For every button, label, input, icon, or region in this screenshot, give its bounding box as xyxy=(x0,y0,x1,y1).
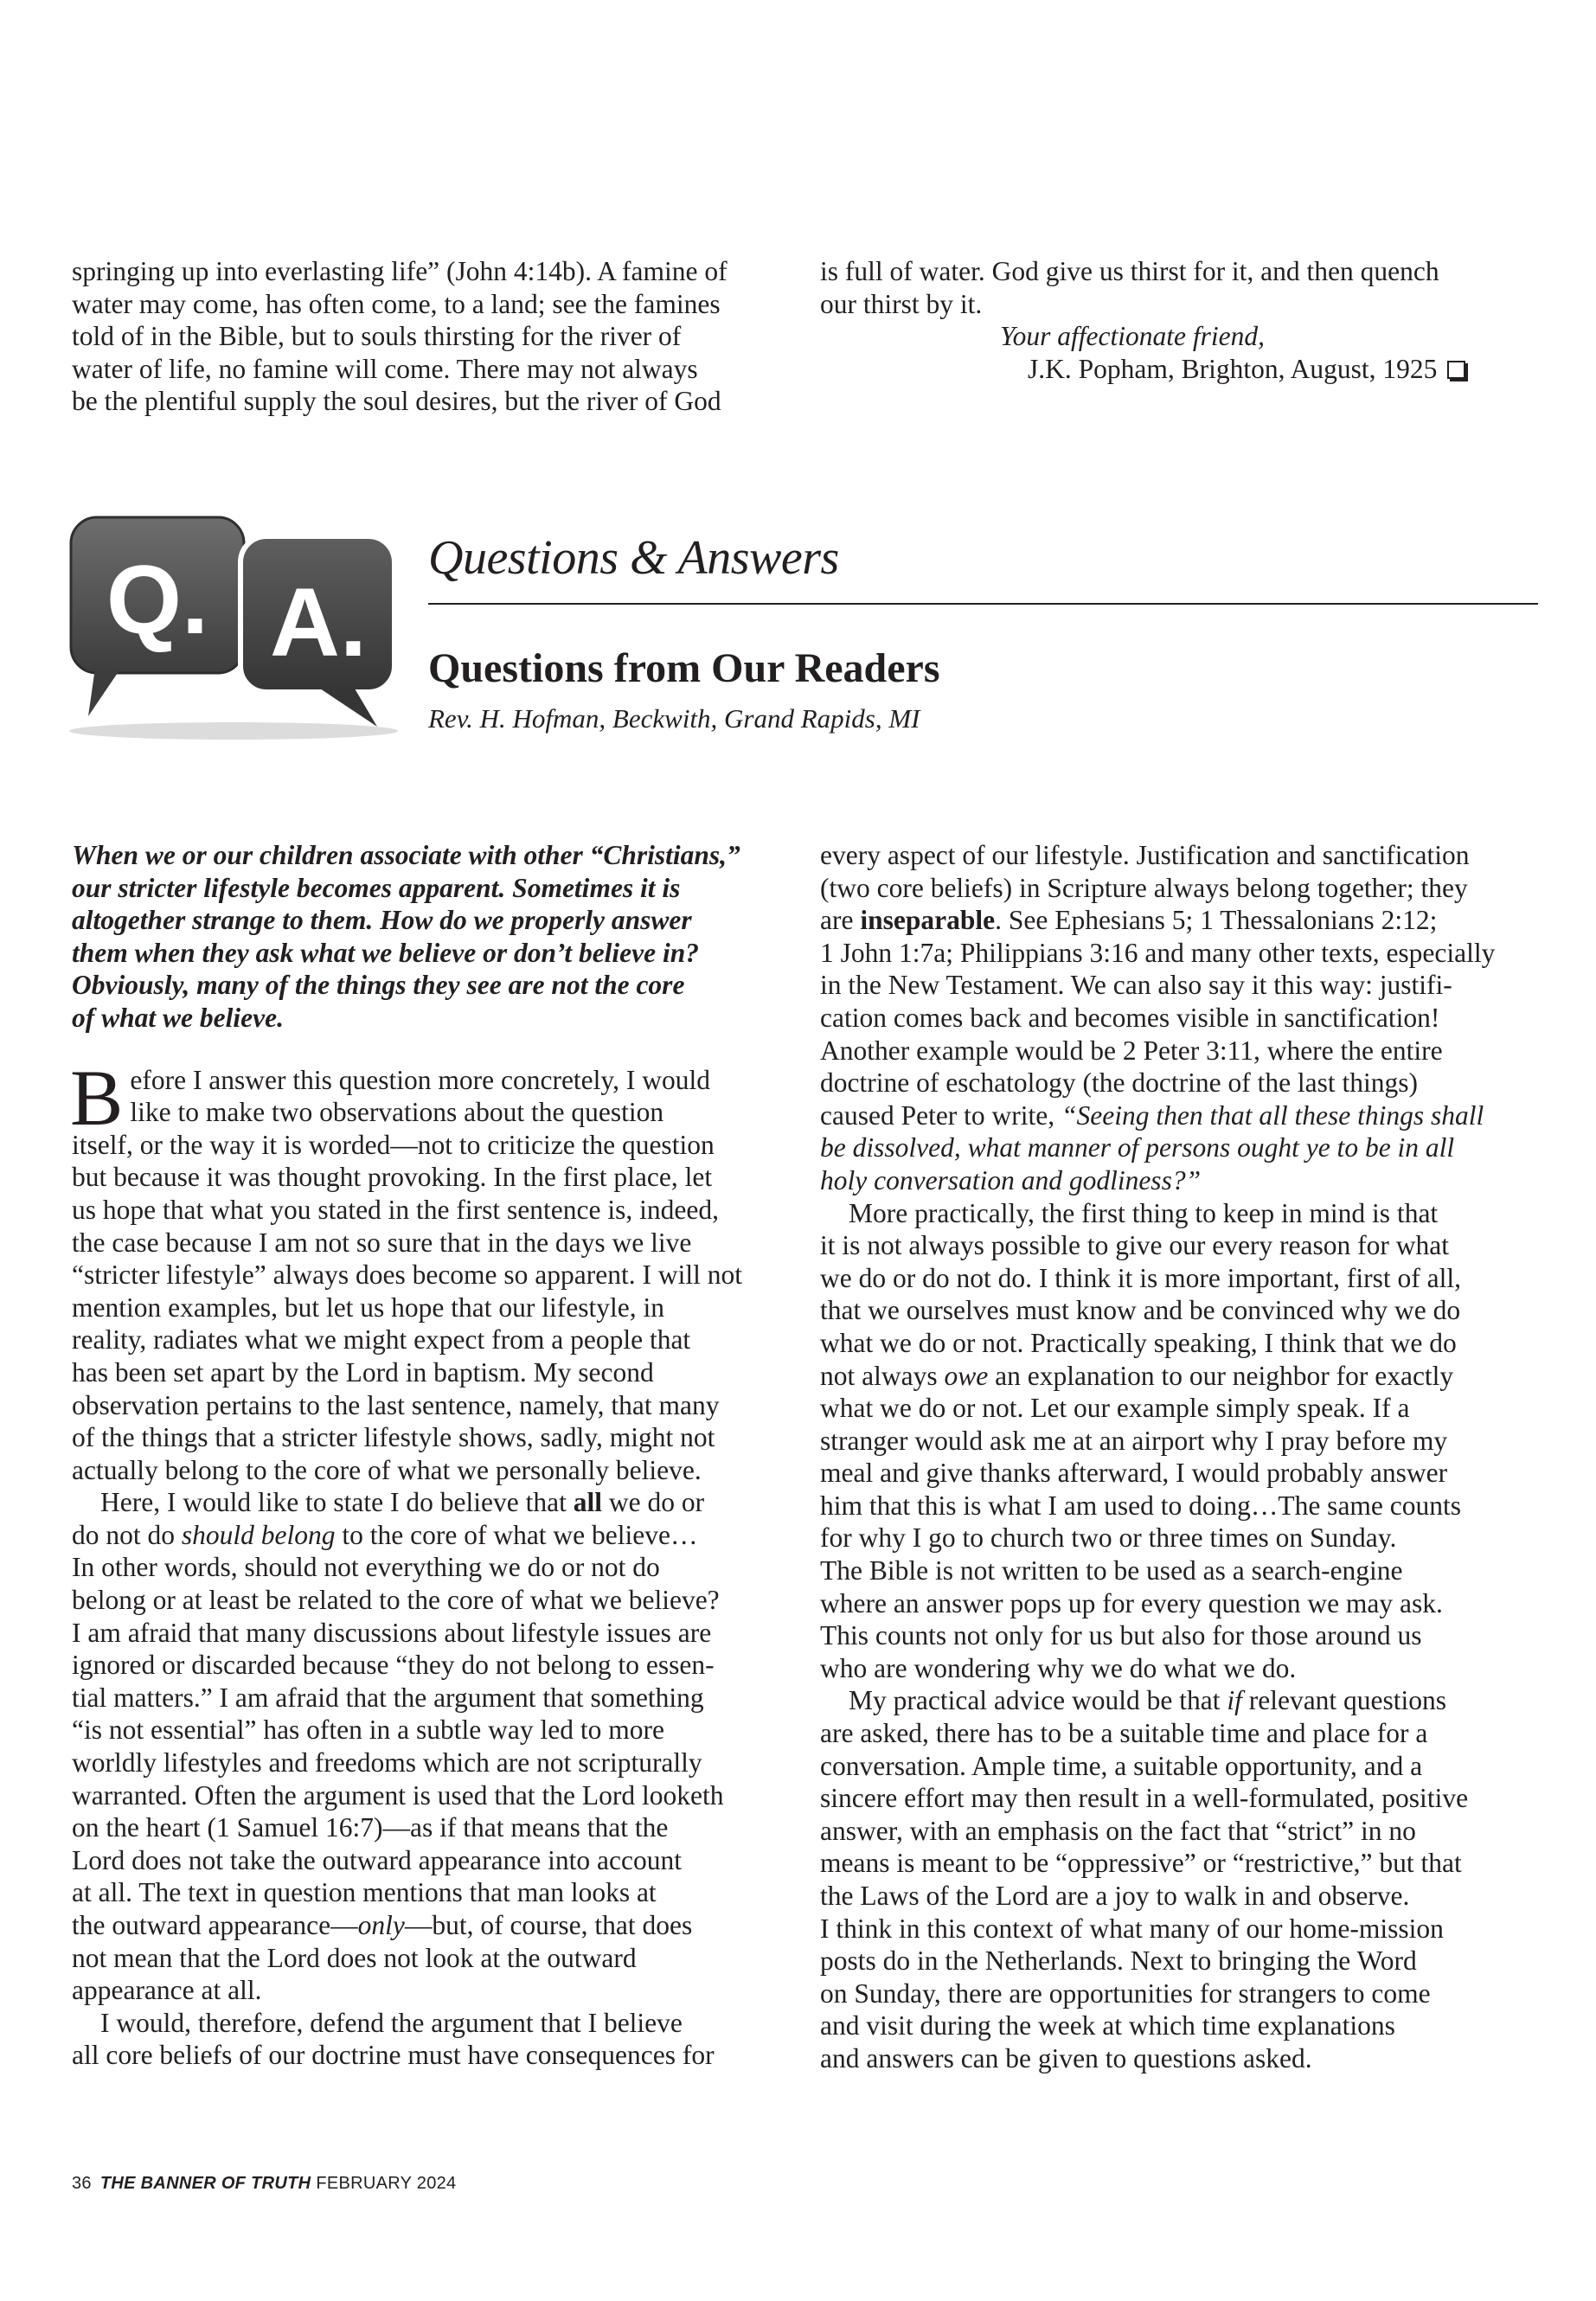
article-column-left xyxy=(72,839,790,2072)
text-line: told of in the Bible, but to souls thirsting for the river of xyxy=(72,321,682,351)
answer-paragraph-1 xyxy=(70,1053,790,1487)
text-line: itself, or the way it is worded—not to criticize the question xyxy=(72,1129,715,1160)
drop-cap: B xyxy=(70,1053,124,1142)
answer-paragraph-3-continued xyxy=(820,839,1538,1197)
text-line: of the things that a stricter lifestyle shows, sadly, might not xyxy=(72,1422,715,1453)
text-line: holy conversation and godliness?” xyxy=(820,1164,1202,1195)
section-divider xyxy=(428,603,1538,605)
text-line: and visit during the week at which time explanations xyxy=(820,2010,1395,2041)
page-number: 36 xyxy=(72,2174,92,2193)
text-line: warranted. Often the argument is used that the Lord looketh xyxy=(72,1779,724,1811)
text-line: every aspect of our lifestyle. Justification and sanctification xyxy=(820,840,1470,870)
text-line: efore I answer this question more concretely, I would xyxy=(130,1064,710,1095)
qa-speech-bubbles-icon xyxy=(61,510,407,744)
text-line: sincere effort may then result in a well-formulated, positive xyxy=(820,1783,1469,1814)
text-line: we do or do not do. I think it is more important, first of all, xyxy=(820,1262,1462,1293)
text-line: means is meant to be “oppressive” or “restrictive,” but that xyxy=(820,1848,1462,1879)
text-line: are asked, there has to be a suitable time and place for a xyxy=(820,1718,1428,1749)
text-line: altogether strange to them. How do we properly answer xyxy=(72,905,692,936)
continued-text-right xyxy=(820,255,1538,385)
continued-text-left xyxy=(72,255,790,418)
text-line: like to make two observations about the question xyxy=(130,1097,664,1128)
article-column-right xyxy=(820,839,1538,2075)
text-line: has been set apart by the Lord in baptism. My second xyxy=(72,1356,654,1388)
magazine-name: THE BANNER OF TRUTH xyxy=(99,2174,311,2193)
q-letter: Q. xyxy=(106,546,209,654)
text-line: springing up into everlasting life” (John 4:14b). A famine of xyxy=(72,256,727,286)
q-bubble-icon xyxy=(71,517,244,716)
article-title: Questions from Our Readers xyxy=(428,645,940,691)
letter-signoff: Your affectionate friend, xyxy=(1000,321,1265,351)
text-line: In other words, should not everything we do or not do xyxy=(72,1552,660,1583)
letter-signature xyxy=(820,353,1538,386)
text-line: My practical advice would be that if relevant questions xyxy=(849,1685,1447,1716)
text-line: conversation. Ample time, a suitable opportunity, and a xyxy=(820,1750,1423,1781)
text-line: the case because I am not so sure that in the days we live xyxy=(72,1227,692,1258)
text-line: worldly lifestyles and freedoms which are not scripturally xyxy=(72,1747,702,1779)
text-line: tial matters.” I am afraid that the argument that something xyxy=(72,1682,704,1713)
text-line: on Sunday, there are opportunities for strangers to come xyxy=(820,1977,1431,2009)
text-line: what we do or not. Let our example simply speak. If a xyxy=(820,1393,1410,1424)
text-line: (two core beliefs) in Scripture always belong together; they xyxy=(820,872,1468,903)
text-line: but because it was thought provoking. In the first place, let xyxy=(72,1162,713,1193)
text-line: water may come, has often come, to a land; see the famines xyxy=(72,288,721,319)
end-mark-icon xyxy=(1447,361,1465,379)
text-line: all core beliefs of our doctrine must have consequences for xyxy=(72,2040,715,2071)
text-line: mention examples, but let us hope that our lifestyle, in xyxy=(72,1292,664,1323)
text-line: be the plentiful supply the soul desires, but the river of God xyxy=(72,386,721,416)
text-line: belong or at least be related to the core of what we believe? xyxy=(72,1585,720,1616)
text-line: Another example would be 2 Peter 3:11, where the entire xyxy=(820,1035,1443,1066)
text-line: I am afraid that many discussions about lifestyle issues are xyxy=(72,1617,712,1648)
text-line: More practically, the first thing to keep in mind is that xyxy=(849,1197,1439,1228)
answer-paragraph-5 xyxy=(820,1684,1538,2074)
text-line: who are wondering why we do what we do. xyxy=(820,1652,1297,1683)
article-byline: Rev. H. Hofman, Beckwith, Grand Rapids, MI xyxy=(428,703,920,734)
a-letter: A. xyxy=(270,568,367,676)
text-line: cation comes back and becomes visible in sanctification! xyxy=(820,1002,1440,1033)
text-line: stranger would ask me at an airport why I pray before my xyxy=(820,1425,1448,1456)
text-line: the Laws of the Lord are a joy to walk in and observe. xyxy=(820,1881,1410,1911)
a-bubble-icon xyxy=(240,536,394,727)
text-line: it is not always possible to give our every reason for what xyxy=(820,1230,1449,1261)
text-line: our thirst by it. xyxy=(820,288,983,319)
text-line: doctrine of eschatology (the doctrine of the last things) xyxy=(820,1067,1419,1099)
text-line: When we or our children associate with other “Christians,” xyxy=(72,840,740,870)
text-line: in the New Testament. We can also say it this way: justifi- xyxy=(820,970,1452,1001)
text-line: them when they ask what we believe or don’t believe in? xyxy=(72,937,700,968)
signature-text: J.K. Popham, Brighton, August, 1925 xyxy=(1028,353,1438,384)
text-line: 1 John 1:7a; Philippians 3:16 and many other texts, especially xyxy=(820,937,1496,968)
text-line: ignored or discarded because “they do not belong to essen- xyxy=(72,1650,715,1681)
text-line: Lord does not take the outward appearance into account xyxy=(72,1844,682,1875)
text-line: appearance at all. xyxy=(72,1975,262,2006)
text-line: Obviously, many of the things they see are not the core xyxy=(72,970,685,1001)
text-line: for why I go to church two or three times on Sunday. xyxy=(820,1522,1397,1554)
text-line: answer, with an emphasis on the fact that “strict” in no xyxy=(820,1815,1416,1846)
text-line: and answers can be given to questions asked. xyxy=(820,2042,1312,2073)
text-line: our stricter lifestyle becomes apparent. Sometimes it is xyxy=(72,872,681,903)
text-line: The Bible is not written to be used as a search-engine xyxy=(820,1555,1403,1586)
page-footer xyxy=(72,2174,456,2194)
text-line: actually belong to the core of what we personally believe. xyxy=(72,1454,702,1485)
issue-date: FEBRUARY 2024 xyxy=(316,2174,457,2193)
text-line: I think in this context of what many of our home-mission xyxy=(820,1913,1444,1944)
answer-paragraph-4 xyxy=(820,1197,1538,1685)
text-line: not always owe an explanation to our neighbor for exactly xyxy=(820,1360,1454,1391)
text-line: the outward appearance—only—but, of course, that does xyxy=(72,1910,693,1940)
text-line: him that this is what I am used to doing…The same counts xyxy=(820,1490,1462,1521)
text-line: posts do in the Netherlands. Next to bringing the Word xyxy=(820,1945,1417,1977)
section-title: Questions & Answers xyxy=(428,531,839,585)
text-line: reality, radiates what we might expect from a people that xyxy=(72,1324,691,1356)
text-line: us hope that what you stated in the first sentence is, indeed, xyxy=(72,1194,719,1225)
reader-question xyxy=(72,839,790,1035)
text-line: meal and give thanks afterward, I would probably answer xyxy=(820,1458,1448,1489)
text-line: caused Peter to write, “Seeing then that all these things shall xyxy=(820,1099,1484,1131)
text-line: observation pertains to the last sentence, namely, that many xyxy=(72,1389,720,1420)
answer-paragraph-2 xyxy=(72,1486,790,2007)
text-line: do not do should belong to the core of what we believe… xyxy=(72,1519,698,1550)
answer-paragraph-3 xyxy=(72,2007,790,2072)
text-line: “stricter lifestyle” always does become so apparent. I will not xyxy=(72,1259,742,1291)
text-line: Here, I would like to state I do believe that all we do or xyxy=(100,1487,705,1518)
text-line: not mean that the Lord does not look at the outward xyxy=(72,1942,637,1973)
text-line: be dissolved, what manner of persons ought ye to be in all xyxy=(820,1132,1455,1163)
text-line: at all. The text in question mentions that man looks at xyxy=(72,1877,657,1908)
text-line: on the heart (1 Samuel 16:7)—as if that means that the xyxy=(72,1812,669,1843)
text-line: what we do or not. Practically speaking, I think that we do xyxy=(820,1327,1457,1358)
text-line: “is not essential” has often in a subtle way led to more xyxy=(72,1715,664,1746)
text-line: I would, therefore, defend the argument that I believe xyxy=(100,2007,683,2038)
text-line: are inseparable. See Ephesians 5; 1 Thessalonians 2:12; xyxy=(820,905,1438,936)
text-line: This counts not only for us but also for those around us xyxy=(820,1620,1422,1651)
text-line: water of life, no famine will come. There may not always xyxy=(72,353,698,384)
text-line: is full of water. God give us thirst for it, and then quench xyxy=(820,256,1439,286)
text-line: where an answer pops up for every question we may ask. xyxy=(820,1587,1443,1618)
text-line: of what we believe. xyxy=(72,1002,284,1033)
text-line: that we ourselves must know and be convinced why we do xyxy=(820,1295,1461,1326)
